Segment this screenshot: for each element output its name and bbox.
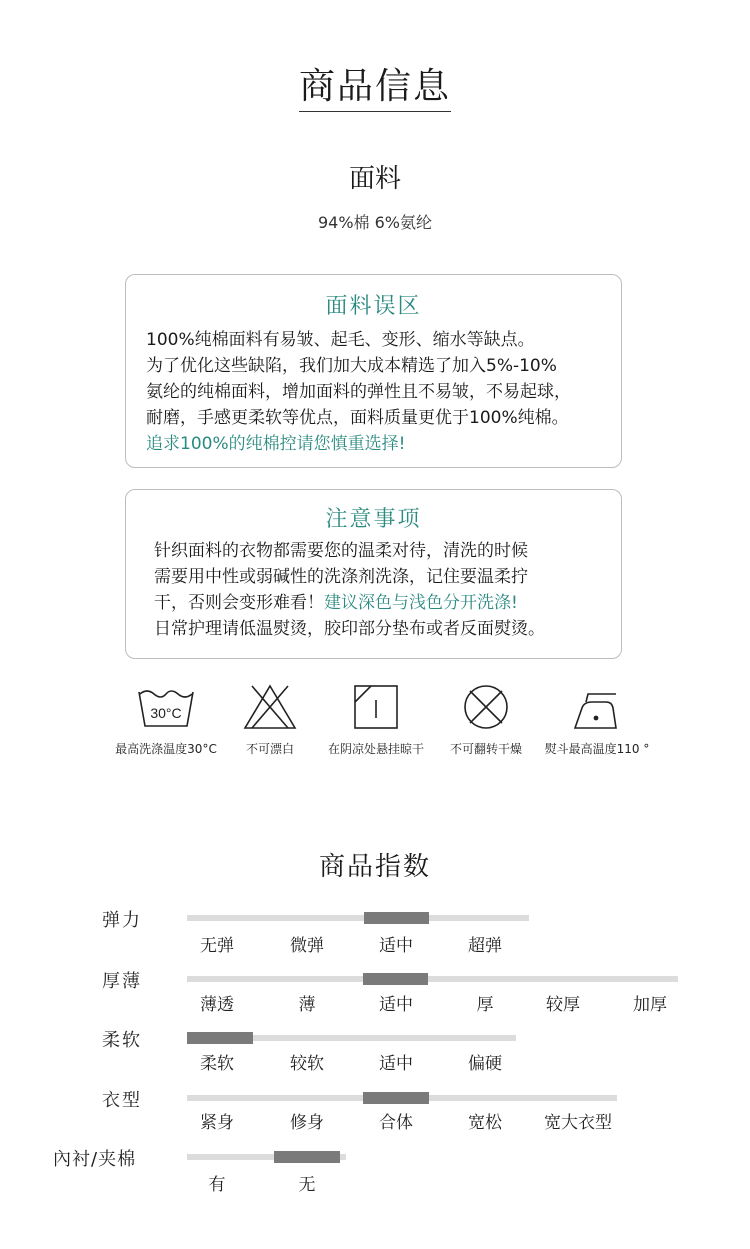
index-selected-marker [363, 973, 428, 985]
index-option: 柔软 [200, 1054, 234, 1074]
care-label: 不可翻转干燥 [449, 742, 522, 756]
index-option: 适中 [379, 936, 413, 956]
index-option: 宽大衣型 [544, 1113, 612, 1133]
misconception-line: 为了优化这些缺陷，我们加大成本精选了加入5%-10% [146, 356, 557, 376]
index-selected-marker [363, 1092, 429, 1104]
care-item-bleach [230, 684, 310, 757]
index-option: 有 [208, 1175, 226, 1195]
index-row-label: 厚薄 [102, 971, 142, 992]
misconception-line: 氨纶的纯棉面料，增加面料的弹性且不易皱，不易起球， [146, 382, 571, 402]
index-option: 较厚 [546, 995, 580, 1015]
index-row-label: 弹力 [102, 910, 142, 931]
no-tumble-dry-icon [461, 684, 511, 730]
care-label: 在阴凉处悬挂晾干 [327, 742, 424, 756]
care-item-iron [534, 684, 660, 757]
index-option: 超弹 [468, 936, 502, 956]
page-title: 商品信息 [298, 66, 451, 107]
index-option: 无弹 [200, 936, 234, 956]
index-track [187, 915, 529, 921]
index-selected-marker [187, 1032, 253, 1044]
index-selected-marker [364, 912, 429, 924]
care-notice-plain: 干，否则会变形难看！ [154, 593, 324, 613]
index-option: 厚 [476, 995, 494, 1015]
index-option: 宽松 [468, 1113, 502, 1133]
index-option: 紧身 [200, 1113, 234, 1133]
index-option: 适中 [379, 995, 413, 1015]
index-option: 偏硬 [468, 1054, 502, 1074]
fabric-composition: 94%棉 6%氨纶 [317, 213, 433, 232]
care-item-tumble [440, 684, 532, 757]
misconception-title: 面料误区 [325, 294, 422, 319]
care-notice-title: 注意事项 [325, 507, 422, 532]
index-option: 薄透 [200, 995, 234, 1015]
care-notice-line: 日常护理请低温熨烫，胶印部分垫布或者反面熨烫。 [154, 619, 545, 639]
index-row-label: 衣型 [102, 1090, 142, 1111]
index-track [187, 976, 678, 982]
index-option: 合体 [379, 1113, 413, 1133]
misconception-line: 耐磨，手感更柔软等优点，面料质量更优于100%纯棉。 [146, 408, 569, 428]
misconception-highlight: 追求100%的纯棉控请您慎重选择! [146, 434, 406, 454]
product-index-title: 商品指数 [318, 852, 431, 882]
care-label: 熨斗最高温度110 ° [544, 742, 650, 756]
care-notice-line: 需要用中性或弱碱性的洗涤剂洗涤，记住要温柔拧 [154, 567, 528, 587]
index-option: 修身 [290, 1113, 324, 1133]
iron-low-icon [572, 684, 622, 730]
index-row-label: 內衬/夹棉 [53, 1149, 137, 1170]
index-option: 薄 [298, 995, 316, 1015]
index-option: 微弹 [290, 936, 324, 956]
wash-30c-icon [136, 684, 196, 730]
care-notice-highlight: 建议深色与浅色分开洗涤! [324, 593, 518, 613]
misconception-text [146, 327, 571, 457]
misconception-line: 100%纯棉面料有易皱、起毛、变形、缩水等缺点。 [146, 330, 535, 350]
index-option: 适中 [379, 1054, 413, 1074]
care-notice-line [154, 590, 545, 616]
index-selected-marker [274, 1151, 340, 1163]
care-notice-line: 针织面料的衣物都需要您的温柔对待，清洗的时候 [154, 541, 528, 561]
wash-temp-text: 30°C [150, 705, 182, 721]
index-row-label: 柔软 [102, 1030, 142, 1051]
care-item-wash [104, 684, 228, 757]
no-bleach-icon [242, 684, 298, 730]
care-notice-text [154, 538, 545, 642]
line-dry-shade-icon [352, 684, 400, 730]
care-label: 最高洗涤温度30°C [115, 742, 217, 756]
index-option: 加厚 [633, 995, 667, 1015]
index-option: 无 [298, 1175, 316, 1195]
index-option: 较软 [290, 1054, 324, 1074]
fabric-title: 面料 [348, 164, 401, 194]
title-underline [299, 111, 451, 112]
care-notice-box [125, 489, 622, 659]
fabric-misconception-box [125, 274, 622, 468]
care-label: 不可漂白 [245, 742, 294, 756]
care-item-dry-shade [318, 684, 434, 757]
